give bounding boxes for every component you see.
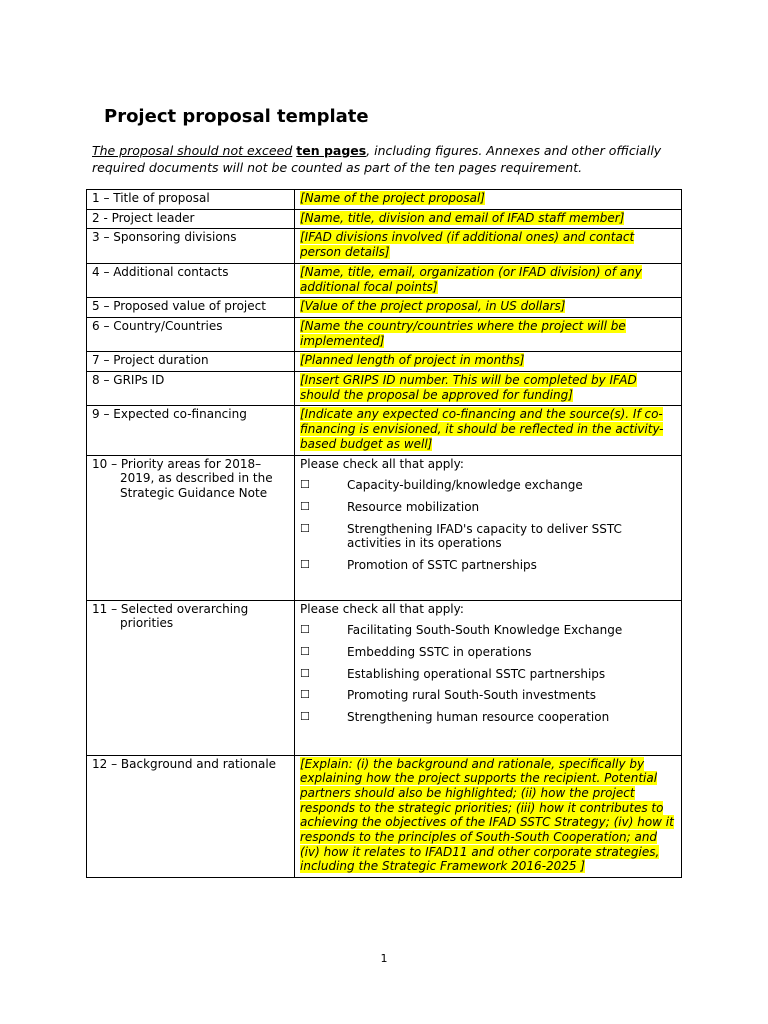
- placeholder-value[interactable]: [Name, title, division and email of IFAD staff member]: [300, 210, 625, 225]
- row-label: 4 – Additional contacts: [87, 263, 295, 297]
- checkbox-icon[interactable]: ☐: [300, 666, 310, 680]
- row-label: 5 – Proposed value of project: [87, 298, 295, 318]
- row-value-cell[interactable]: [295, 298, 682, 318]
- checkbox-icon[interactable]: ☐: [300, 623, 310, 637]
- checkbox-icon[interactable]: ☐: [300, 499, 310, 513]
- row-label: [87, 755, 295, 878]
- overarching-priorities-checklist: [300, 623, 676, 725]
- placeholder-value[interactable]: [IFAD divisions involved (if additional ones) and contact person details]: [300, 230, 635, 260]
- checklist-item-label: Promotion of SSTC partnerships: [347, 558, 537, 573]
- checklist-item[interactable]: [300, 667, 676, 682]
- checklist-item-label: Strengthening IFAD's capacity to deliver SSTC activities in its operations: [347, 521, 622, 551]
- row-value-cell[interactable]: [295, 229, 682, 263]
- table-row: [87, 190, 682, 210]
- checkbox-icon[interactable]: ☐: [300, 688, 310, 702]
- row-value-cell[interactable]: [295, 755, 682, 878]
- table-row: [87, 455, 682, 600]
- row-label: 9 – Expected co-financing: [87, 406, 295, 455]
- checklist-item[interactable]: [300, 710, 676, 725]
- checklist-item-label: Capacity-building/knowledge exchange: [347, 478, 583, 493]
- checklist-item[interactable]: [300, 688, 676, 703]
- checklist-item-label: Establishing operational SSTC partnerships: [347, 666, 606, 681]
- row-value-cell[interactable]: [295, 190, 682, 210]
- checklist-prompt: Please check all that apply:: [300, 456, 464, 471]
- placeholder-value[interactable]: [Name, title, email, organization (or IFAD division) of any additional focal points]: [300, 264, 642, 294]
- row-label: [87, 600, 295, 755]
- placeholder-value[interactable]: [Name the country/countries where the project will be implemented]: [300, 318, 626, 348]
- checklist-item[interactable]: [300, 500, 676, 515]
- table-row: [87, 317, 682, 351]
- page-number: 1: [380, 952, 388, 965]
- checklist-item[interactable]: [300, 522, 676, 551]
- row-label: 7 – Project duration: [87, 352, 295, 372]
- placeholder-value[interactable]: [Indicate any expected co-financing and the source(s). If co-financing is envisioned, it should be reflected in the activity-based budget as well]: [300, 407, 664, 451]
- placeholder-value[interactable]: [Insert GRIPS ID number. This will be completed by IFAD should the proposal be approved for funding]: [300, 373, 637, 402]
- row-label: 2 - Project leader: [87, 209, 295, 229]
- table-row: [87, 209, 682, 229]
- page-title: Project proposal template: [104, 106, 369, 127]
- row-value-cell[interactable]: [295, 372, 682, 406]
- row-label: [87, 455, 295, 600]
- row-label-text: 12 – Background and rationale: [92, 756, 277, 771]
- checkbox-icon[interactable]: ☐: [300, 710, 310, 724]
- row-label: 1 – Title of proposal: [87, 190, 295, 210]
- table-row: [87, 352, 682, 372]
- table-row: [87, 406, 682, 455]
- priority-areas-checklist: [300, 478, 676, 573]
- table-row: [87, 263, 682, 297]
- placeholder-value[interactable]: [Explain: (i) the background and rationale, specifically by explaining how the project supports the recipient. Potential partners should also be highlighted; (ii) how the project responds to the strategic priorities; (iii) how it contributes to achieving the objectives of the IFAD SSTC Strategy; (iv) how it responds to the principles of South-South Cooperation; and (iv) how it relates to IFAD11 and other corporate strategies, including the Strategic Framework 2016-2025 ]: [300, 756, 674, 874]
- checklist-item-label: Strengthening human resource cooperation: [347, 710, 610, 725]
- row-value-cell: [295, 600, 682, 755]
- intro-bold-ten-pages: ten pages: [296, 143, 367, 158]
- row-label: 6 – Country/Countries: [87, 317, 295, 351]
- row-label-text: 11 – Selected overarching priorities: [92, 601, 249, 631]
- table-row: [87, 372, 682, 406]
- intro-text-1: The proposal should not exceed: [92, 143, 293, 158]
- row-value-cell[interactable]: [295, 352, 682, 372]
- checklist-item-label: Resource mobilization: [347, 499, 480, 514]
- row-value-cell: [295, 455, 682, 600]
- row-label-text: 10 – Priority areas for 2018–2019, as described in the Strategic Guidance Note: [92, 456, 273, 500]
- row-label: 3 – Sponsoring divisions: [87, 229, 295, 263]
- row-value-cell[interactable]: [295, 209, 682, 229]
- placeholder-value[interactable]: [Value of the project proposal, in US dollars]: [300, 299, 566, 314]
- table-row: [87, 229, 682, 263]
- table-row: [87, 755, 682, 878]
- checklist-item[interactable]: [300, 623, 676, 638]
- checklist-item[interactable]: [300, 558, 676, 573]
- row-label: 8 – GRIPs ID: [87, 372, 295, 406]
- placeholder-value[interactable]: [Planned length of project in months]: [300, 353, 525, 368]
- checkbox-icon[interactable]: ☐: [300, 521, 310, 535]
- checklist-item-label: Embedding SSTC in operations: [347, 644, 532, 659]
- table-row: [87, 600, 682, 755]
- checkbox-icon[interactable]: ☐: [300, 558, 310, 572]
- row-value-cell[interactable]: [295, 406, 682, 455]
- intro-text-2: , including figures. Annexes and other officially required documents will not be counted as part of the ten pages requirement.: [92, 143, 662, 175]
- placeholder-value[interactable]: [Name of the project proposal]: [300, 191, 485, 205]
- proposal-form-table: [86, 189, 682, 878]
- checkbox-icon[interactable]: ☐: [300, 644, 310, 658]
- row-value-cell[interactable]: [295, 317, 682, 351]
- table-row: [87, 298, 682, 318]
- intro-paragraph: [92, 142, 692, 176]
- row-value-cell[interactable]: [295, 263, 682, 297]
- checklist-item[interactable]: [300, 645, 676, 660]
- checklist-prompt: Please check all that apply:: [300, 601, 464, 616]
- checklist-item-label: Promoting rural South-South investments: [347, 688, 597, 703]
- checkbox-icon[interactable]: ☐: [300, 478, 310, 492]
- checklist-item-label: Facilitating South-South Knowledge Exchange: [347, 623, 623, 638]
- checklist-item[interactable]: [300, 478, 676, 493]
